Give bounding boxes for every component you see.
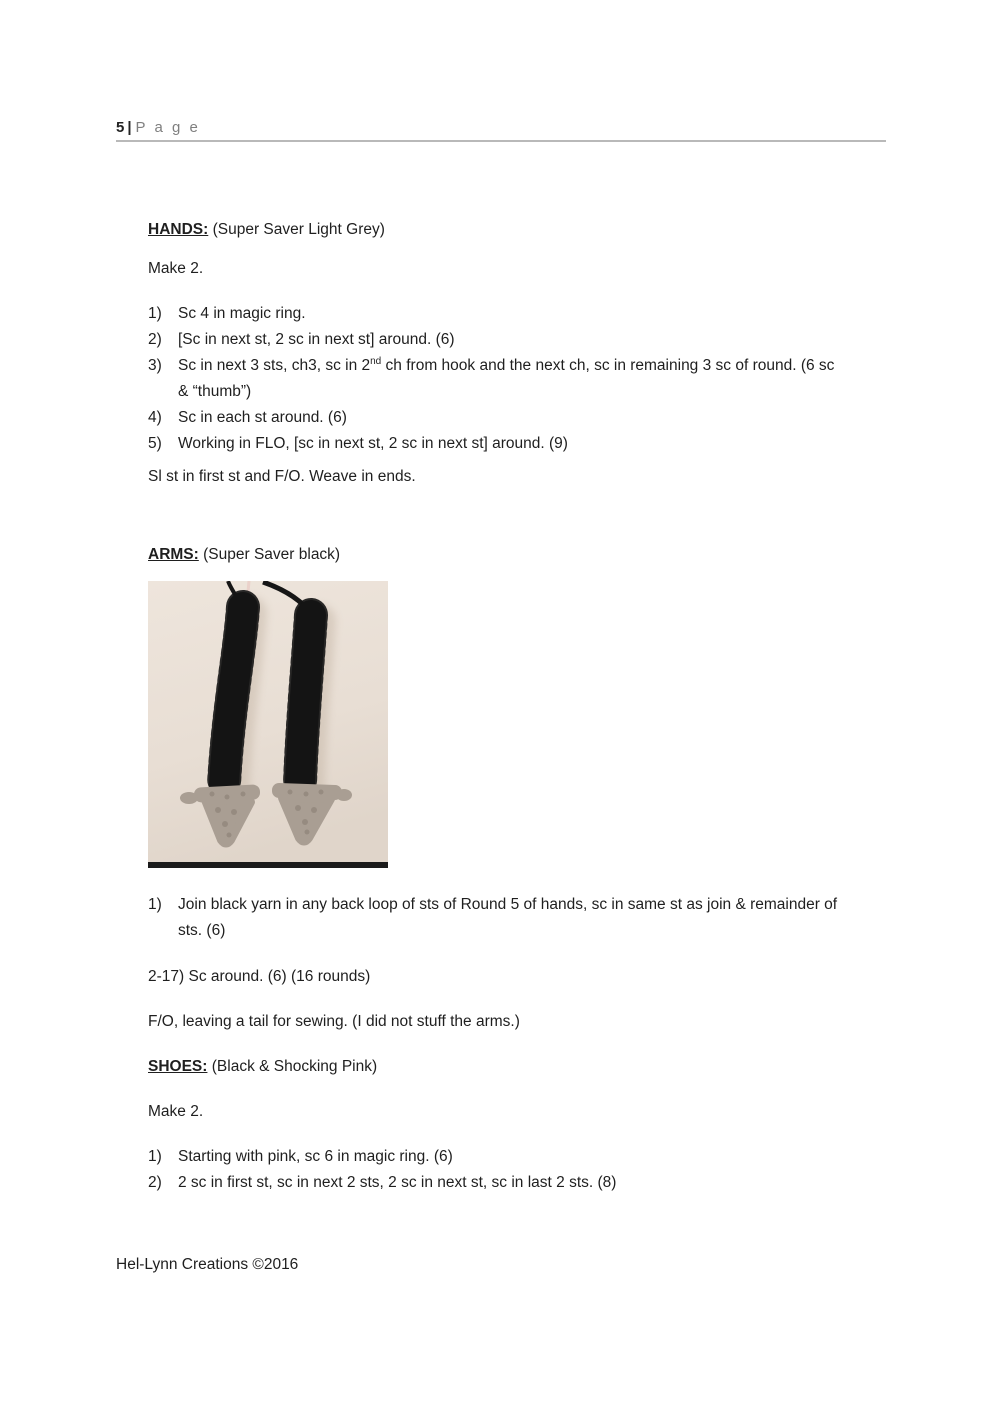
photo-background: [148, 581, 388, 868]
hands-note: (Super Saver Light Grey): [212, 221, 385, 238]
header-separator: |: [127, 119, 132, 136]
step-text: Working in FLO, [sc in next st, 2 sc in next st] around. (9): [178, 435, 568, 452]
step-number: 2): [148, 331, 162, 348]
hands-make-paragraph: Make 2.: [148, 260, 204, 277]
step-row: [148, 327, 848, 353]
step-number: 5): [148, 435, 162, 452]
page-footer: Hel-Lynn Creations ©2016: [116, 1256, 299, 1273]
step-row: [148, 353, 848, 405]
step-text: Sc 4 in magic ring.: [178, 305, 306, 322]
page-header: [116, 119, 886, 137]
shoes-note: (Black & Shocking Pink): [211, 1058, 378, 1075]
step-text: Sc in each st around. (6): [178, 409, 347, 426]
step-text-part1: Sc in next 3 sts, ch3, sc in 2: [178, 357, 371, 374]
step-number: 2): [148, 1174, 162, 1191]
step-text: Starting with pink, sc 6 in magic ring. (6): [178, 1148, 453, 1165]
photo-bottom-edge: [148, 862, 388, 868]
shoes-make-paragraph: Make 2.: [148, 1103, 204, 1120]
ordinal-superscript: nd: [370, 355, 382, 367]
step-row: [148, 892, 848, 944]
header-rule: [116, 140, 886, 142]
shoes-heading: [148, 1054, 853, 1080]
hands-finishing-paragraph: Sl st in first st and F/O. Weave in ends.: [148, 468, 416, 485]
hands-steps-list: [148, 301, 848, 457]
step-text: [Sc in next st, 2 sc in next st] around. (6): [178, 331, 455, 348]
arms-steps-list: [148, 892, 848, 944]
step-number: 1): [148, 896, 162, 913]
step-text-part2: ch from hook and the next ch, sc in remaining 3 sc of round. (6 sc & “thumb”): [178, 357, 835, 400]
header-page-label: P a g e: [135, 119, 201, 136]
arms-note: (Super Saver black): [203, 546, 341, 563]
hands-title: HANDS:: [148, 221, 209, 238]
shoes-title: SHOES:: [148, 1058, 208, 1075]
step-text: [178, 353, 838, 405]
step-row: [148, 301, 848, 327]
step-text: 2 sc in first st, sc in next 2 sts, 2 sc in next st, sc in last 2 sts. (8): [178, 1174, 617, 1191]
arms-rounds-paragraph: 2-17) Sc around. (6) (16 rounds): [148, 968, 371, 985]
arms-finishing-paragraph: F/O, leaving a tail for sewing. (I did not stuff the arms.): [148, 1013, 520, 1030]
page-number: 5: [116, 119, 125, 136]
step-row: [148, 431, 848, 457]
step-text: Join black yarn in any back loop of sts of Round 5 of hands, sc in same st as join & remainder of sts. (6): [178, 896, 838, 939]
step-row: [148, 405, 848, 431]
step-number: 1): [148, 305, 162, 322]
step-number: 3): [148, 357, 162, 374]
shoes-steps-list: [148, 1144, 848, 1196]
step-row: [148, 1170, 848, 1196]
hands-heading: [148, 217, 853, 243]
arms-title: ARMS:: [148, 546, 199, 563]
arms-photo-illustration: [148, 581, 388, 868]
step-number: 4): [148, 409, 162, 426]
arms-heading: [148, 542, 853, 568]
step-row: [148, 1144, 848, 1170]
arms-photo: [148, 581, 388, 868]
step-number: 1): [148, 1148, 162, 1165]
